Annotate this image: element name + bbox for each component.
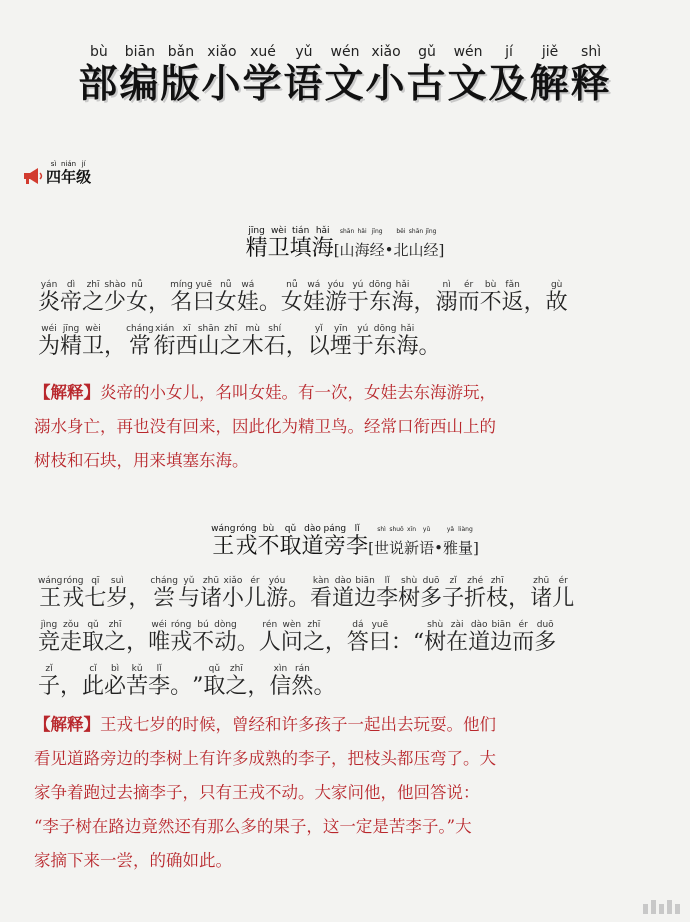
s2-text-char: 曰yuē [368, 620, 391, 655]
title-char: 解jiě [529, 44, 571, 107]
s2-text-char: 之zhī [104, 620, 127, 655]
s1-text-char: 精jīng [60, 324, 83, 359]
s2-text-char: 在zài [446, 620, 469, 655]
s1-title-char: 卫wèi [267, 226, 290, 261]
s2-text-char: 边biān [354, 576, 377, 611]
s1-source-char: 山shān [339, 228, 355, 259]
s2-text-line [38, 664, 664, 708]
s1-text-char: 娃wá [236, 280, 259, 315]
s1-text-char: 山shān [197, 324, 220, 359]
s1-text-char: 东dōng [368, 280, 392, 315]
s2-text-char: 必bì [104, 664, 127, 699]
s2-text-char: ， [247, 674, 270, 699]
s1-text-line [38, 280, 664, 324]
s1-text-char: 之zhī [219, 324, 242, 359]
s2-text-char: 戎róng [62, 576, 85, 611]
s1-text-char: 不bù [479, 280, 502, 315]
s1-text-char: 游yóu [324, 280, 347, 315]
s2-source-char: 语yǔ [419, 526, 435, 557]
s2-text-char: 之zhī [302, 620, 325, 655]
s1-explain-line: 树枝和石块，用来填塞东海。 [34, 451, 249, 470]
grade-label [46, 160, 91, 187]
s2-text-char: 王wáng [38, 576, 63, 611]
s1-title-char: 精jīng [245, 226, 268, 261]
s1-text-char: 故gù [545, 280, 568, 315]
title-char: 学xué [242, 44, 284, 107]
title-char: 小xiǎo [201, 44, 243, 107]
s2-explain-line: 家摘下来一尝，的确如此。 [34, 851, 232, 870]
section-1-explanation [34, 376, 664, 478]
s1-source-char: 海hǎi [354, 228, 370, 259]
s2-text-char: 子zǐ [442, 576, 465, 611]
title-char: 文wén [447, 44, 489, 107]
watermark-bars [643, 900, 680, 914]
s2-title-char: 取qǔ [279, 524, 302, 559]
title-char: 编biān [119, 44, 161, 107]
s2-text-char: 此cǐ [82, 664, 105, 699]
s2-text-char: 取qǔ [203, 664, 226, 699]
s2-title-char: 旁páng [323, 524, 347, 559]
s2-text-char: 儿ér [243, 576, 266, 611]
s1-source-char: 经jīng [423, 228, 439, 259]
s2-source-char: 雅yǎ [442, 526, 458, 557]
s1-text-char: ， [413, 290, 436, 315]
s2-text-char: ， [126, 630, 149, 655]
s1-text-char: ， [285, 334, 308, 359]
s1-text-char: 名míng [170, 280, 193, 315]
s2-text-char: 。 [313, 674, 336, 699]
s2-text-char: 树shù [398, 576, 421, 611]
s2-text-char: 折zhé [464, 576, 487, 611]
s1-text-char: 石shí [263, 324, 286, 359]
s2-text-char: 动dòng [214, 620, 237, 655]
s2-text-char: 诸zhū [199, 576, 222, 611]
s1-text-char: 溺nì [435, 280, 458, 315]
s2-title-char: 戎róng [235, 524, 258, 559]
s1-source-char: 山shān [408, 228, 424, 259]
s2-text-char: 人rén [258, 620, 281, 655]
s1-explain-line: 溺水身亡，再也没有回来，因此化为精卫鸟。经常口衔西山上的 [34, 417, 496, 436]
s2-text-char: 李lǐ [376, 576, 399, 611]
s2-text-char: ： [390, 630, 413, 655]
s2-text-char: 然rán [291, 664, 314, 699]
title-char: 文wén [324, 44, 366, 107]
section-1-source: [山shān海hǎi经jīng• 北běi山shān经jīng] [333, 228, 445, 259]
section-2-title-text [211, 524, 369, 559]
section-2-classical-text [38, 576, 664, 708]
s1-text-char: 东dōng [373, 324, 397, 359]
s2-text-line [38, 620, 664, 664]
s1-explain-tag: 【解释】 [34, 383, 100, 402]
megaphone-icon [22, 165, 44, 187]
s2-title-char: 李lǐ [346, 524, 369, 559]
title-char: 及jí [488, 44, 530, 107]
s1-text-char: 以yǐ [307, 324, 330, 359]
page-title [0, 44, 690, 109]
s1-text-char: 女nǚ [214, 280, 237, 315]
s2-source-char: 世shì [374, 526, 390, 557]
s2-source-char: 新xīn [404, 526, 420, 557]
s1-text-char: 娃wá [302, 280, 325, 315]
s1-text-char: 木mù [241, 324, 264, 359]
title-char: 版bǎn [160, 44, 202, 107]
s2-text-char: 诸zhū [530, 576, 553, 611]
s1-text-char: 。 [258, 290, 281, 315]
s1-text-char: ， [148, 290, 171, 315]
s2-text-char: 。 [170, 674, 193, 699]
s1-text-char: 西xī [175, 324, 198, 359]
s2-text-char: 而ér [512, 620, 535, 655]
s2-source-char: • [434, 539, 443, 557]
s2-text-char: 与yǔ [177, 576, 200, 611]
s1-text-char: 少shào [104, 280, 127, 315]
section-1-classical-text [38, 280, 664, 368]
s1-text-char: 女nǚ [280, 280, 303, 315]
s1-title-char: 海hǎi [311, 226, 334, 261]
s2-text-char: “ [412, 630, 425, 655]
s1-title-char: 填tián [289, 226, 312, 261]
s1-explain-line: 【解释】炎帝的小女儿，名叫女娃。有一次，女娃去东海游玩， [34, 383, 496, 402]
grade-char: 年nián [61, 160, 77, 186]
s2-source-char: 说shuō [389, 526, 405, 557]
s2-text-line [38, 576, 664, 620]
section-2-title [0, 524, 690, 560]
s2-explain-line: 【解释】王戎七岁的时候，曾经和许多孩子一起出去玩耍。他们 [34, 715, 496, 734]
s2-source-char: 量liàng [457, 526, 473, 557]
s2-explain-line: “李子树在路边竟然还有那么多的果子，这一定是苦李子。”大 [34, 817, 472, 836]
s1-text-char: 。 [418, 334, 441, 359]
s2-text-char: 游yóu [266, 576, 289, 611]
title-char: 释shì [570, 44, 612, 107]
s2-text-char: 多duō [420, 576, 443, 611]
s1-text-char: 为wéi [38, 324, 61, 359]
s1-text-char: 海hǎi [396, 324, 419, 359]
section-1-title-text [245, 226, 334, 261]
s2-text-char: 竞jìng [38, 620, 61, 655]
s2-text-char: 边biān [490, 620, 513, 655]
s2-text-char: 尝cháng [150, 576, 178, 611]
grade-heading [22, 160, 91, 187]
s1-text-char: 堙yīn [329, 324, 352, 359]
s1-text-char: 曰yuē [192, 280, 215, 315]
s2-text-char: 戎róng [170, 620, 193, 655]
grade-char: 四sì [46, 160, 62, 186]
s2-text-char: 之zhī [225, 664, 248, 699]
title-char: 小xiǎo [365, 44, 407, 107]
s2-text-char: 道dào [468, 620, 491, 655]
s1-text-char: 炎yán [38, 280, 61, 315]
s2-text-char: 苦kǔ [126, 664, 149, 699]
s2-title-char: 王wáng [211, 524, 236, 559]
s2-text-char: 道dào [332, 576, 355, 611]
s2-title-char: 不bù [257, 524, 280, 559]
s2-text-char: 。 [288, 586, 311, 611]
section-2-explanation [34, 708, 664, 878]
s1-text-char: 常cháng [126, 324, 154, 359]
s1-text-char: 返fǎn [501, 280, 524, 315]
title-char: 语yǔ [283, 44, 325, 107]
s2-text-char: 七qī [84, 576, 107, 611]
s1-text-line [38, 324, 664, 368]
s2-text-char: 问wèn [280, 620, 303, 655]
s2-text-char: 不bú [192, 620, 215, 655]
s2-text-char: 唯wéi [148, 620, 171, 655]
s1-text-char: 帝dì [60, 280, 83, 315]
s2-text-char: 子zǐ [38, 664, 61, 699]
s2-text-char: ， [508, 586, 531, 611]
s1-text-char: 女nǚ [126, 280, 149, 315]
s1-text-char: ， [104, 334, 127, 359]
s2-text-char: 看kàn [310, 576, 333, 611]
title-char: 部bù [78, 44, 120, 107]
s2-text-char: 答dá [346, 620, 369, 655]
s2-text-char: ， [128, 586, 151, 611]
grade-char: 级jí [76, 160, 92, 186]
s2-explain-line: 看见道路旁边的李树上有许多成熟的李子，把枝头都压弯了。大 [34, 749, 496, 768]
s2-text-char: 取qǔ [82, 620, 105, 655]
s2-text-char: 小xiǎo [221, 576, 244, 611]
s2-text-char: ” [192, 674, 204, 699]
s2-text-char: 树shù [424, 620, 447, 655]
s1-text-char: 衔xián [153, 324, 176, 359]
section-2-source: [世shì说shuō新xīn语yǔ• 雅yǎ量liàng] [368, 526, 479, 557]
section-1-title [0, 226, 690, 262]
s2-explain-tag: 【解释】 [34, 715, 100, 734]
s2-text-char: 走zǒu [60, 620, 83, 655]
s1-source-char: 经jīng [369, 228, 385, 259]
s1-source-char: 北běi [393, 228, 409, 259]
s1-text-char: 于yú [351, 324, 374, 359]
s2-text-char: 儿ér [552, 576, 575, 611]
s1-text-char: 之zhī [82, 280, 105, 315]
s2-text-char: 李lǐ [148, 664, 171, 699]
s2-text-char: ， [60, 674, 83, 699]
s1-text-char: 卫wèi [82, 324, 105, 359]
title-char: 古gǔ [406, 44, 448, 107]
s2-text-char: ， [324, 630, 347, 655]
s1-source-char: • [384, 241, 394, 259]
s1-text-char: 海hǎi [391, 280, 414, 315]
s1-text-char: 而ér [457, 280, 480, 315]
s1-text-char: ， [523, 290, 546, 315]
s2-text-char: 。 [236, 630, 259, 655]
s2-text-char: 多duō [534, 620, 557, 655]
s2-text-char: 枝zhī [486, 576, 509, 611]
s1-text-char: 于yú [346, 280, 369, 315]
s2-text-char: 信xìn [269, 664, 292, 699]
s2-explain-line: 家争着跑过去摘李子，只有王戎不动。大家问他，他回答说： [34, 783, 480, 802]
s2-title-char: 道dào [301, 524, 324, 559]
s2-text-char: 岁suì [106, 576, 129, 611]
